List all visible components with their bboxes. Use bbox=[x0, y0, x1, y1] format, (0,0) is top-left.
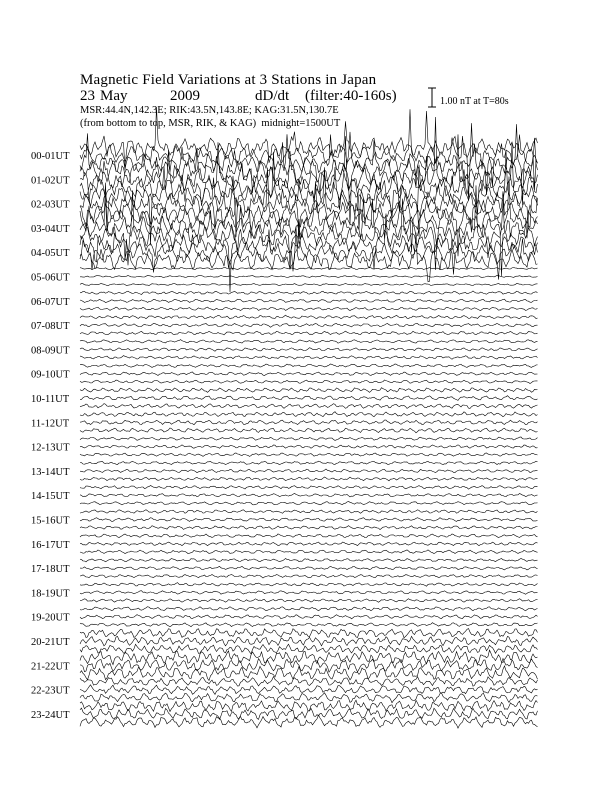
trace-msr bbox=[80, 331, 538, 335]
trace-kag bbox=[80, 437, 538, 440]
trace-rik bbox=[80, 566, 538, 570]
trace-kag bbox=[80, 388, 538, 393]
hour-label: 20-21UT bbox=[31, 637, 70, 648]
hour-label: 14-15UT bbox=[31, 491, 70, 503]
trace-msr bbox=[80, 666, 538, 681]
trace-kag bbox=[80, 291, 538, 295]
trace-kag bbox=[80, 340, 538, 344]
hour-label: 07-08UT bbox=[31, 321, 70, 333]
trace-rik bbox=[80, 219, 538, 280]
hour-label: 11-12UT bbox=[31, 418, 70, 430]
trace-kag bbox=[80, 138, 538, 225]
trace-rik bbox=[80, 420, 538, 425]
trace-msr bbox=[80, 404, 538, 409]
trace-kag bbox=[80, 629, 538, 638]
trace-rik bbox=[80, 445, 538, 449]
trace-kag bbox=[80, 607, 538, 611]
trace-msr bbox=[80, 644, 538, 654]
chart-title: Magnetic Field Variations at 3 Stations in Japan bbox=[80, 72, 377, 88]
trace-rik bbox=[80, 636, 538, 646]
station-coordinates: MSR:44.4N,142.3E; RIK:43.5N,143.8E; KAG:31.5N,130.7E bbox=[80, 105, 339, 116]
trace-msr bbox=[80, 693, 538, 703]
trace-rik bbox=[80, 518, 538, 522]
component-label: dD/dt bbox=[255, 88, 290, 104]
trace-rik bbox=[80, 493, 538, 497]
hour-label: 18-19UT bbox=[31, 588, 70, 600]
trace-kag bbox=[80, 559, 538, 562]
hour-label: 05-06UT bbox=[31, 272, 70, 284]
hour-label: 15-16UT bbox=[31, 515, 70, 527]
hour-label: 01-02UT bbox=[31, 175, 70, 187]
scale-bar bbox=[428, 88, 436, 107]
hour-label: 21-22UT bbox=[31, 661, 70, 673]
hour-label: 23-24UT bbox=[31, 709, 70, 721]
trace-kag bbox=[80, 700, 538, 711]
trace-msr bbox=[80, 715, 538, 728]
hour-label: 00-01UT bbox=[31, 151, 70, 162]
hour-label: 09-10UT bbox=[31, 369, 70, 381]
trace-msr bbox=[80, 502, 538, 505]
hour-label: 10-11UT bbox=[31, 394, 70, 405]
trace-rik bbox=[80, 348, 538, 352]
filter-label: (filter:40-160s) bbox=[305, 88, 397, 104]
hour-label: 12-13UT bbox=[31, 442, 70, 454]
trace-kag bbox=[80, 534, 538, 538]
trace-msr bbox=[80, 428, 538, 433]
trace-kag bbox=[80, 267, 538, 269]
trace-kag bbox=[80, 583, 538, 587]
trace-msr bbox=[80, 453, 538, 456]
trace-kag bbox=[80, 486, 538, 490]
trace-msr bbox=[80, 575, 538, 579]
date-month: May bbox=[100, 88, 128, 104]
trace-msr bbox=[80, 526, 538, 530]
trace-rik bbox=[80, 275, 538, 277]
hour-label: 22-23UT bbox=[31, 685, 70, 697]
hour-label: 16-17UT bbox=[31, 539, 70, 551]
date-day: 23 bbox=[80, 88, 95, 104]
trace-rik bbox=[80, 323, 538, 327]
hour-label: 02-03UT bbox=[31, 199, 70, 211]
trace-msr bbox=[80, 599, 538, 603]
trace-kag bbox=[80, 412, 538, 417]
trace-msr bbox=[80, 477, 538, 481]
trace-kag bbox=[80, 510, 538, 514]
trace-msr bbox=[80, 283, 538, 285]
trace-rik bbox=[80, 469, 538, 473]
trace-rik bbox=[80, 542, 538, 546]
trace-rik bbox=[80, 685, 538, 695]
hour-label: 03-04UT bbox=[31, 223, 70, 235]
order-note: (from bottom to top, MSR, RIK, & KAG) bbox=[80, 118, 257, 129]
trace-kag bbox=[80, 364, 538, 367]
trace-rik bbox=[80, 615, 538, 619]
trace-rik bbox=[80, 299, 538, 302]
hour-label: 04-05UT bbox=[31, 248, 70, 260]
trace-rik bbox=[80, 708, 538, 719]
hour-label: 08-09UT bbox=[31, 345, 70, 357]
midnight-note: midnight=1500UT bbox=[261, 118, 341, 129]
trace-msr bbox=[80, 307, 538, 311]
hour-label: 19-20UT bbox=[31, 612, 70, 624]
date-year: 2009 bbox=[170, 88, 200, 104]
trace-kag bbox=[80, 677, 538, 687]
trace-msr bbox=[80, 550, 538, 554]
trace-rik bbox=[80, 591, 538, 595]
trace-msr bbox=[80, 380, 538, 384]
hour-label: 13-14UT bbox=[31, 466, 70, 478]
trace-kag bbox=[80, 315, 538, 319]
trace-msr bbox=[80, 623, 538, 627]
hour-label: 06-07UT bbox=[31, 296, 70, 308]
trace-msr bbox=[80, 356, 538, 360]
trace-rik bbox=[80, 372, 538, 376]
scale-bar-label: 1.00 nT at T=80s bbox=[440, 96, 509, 107]
hour-label: 17-18UT bbox=[31, 564, 70, 576]
trace-kag bbox=[80, 461, 538, 465]
trace-rik bbox=[80, 396, 538, 401]
